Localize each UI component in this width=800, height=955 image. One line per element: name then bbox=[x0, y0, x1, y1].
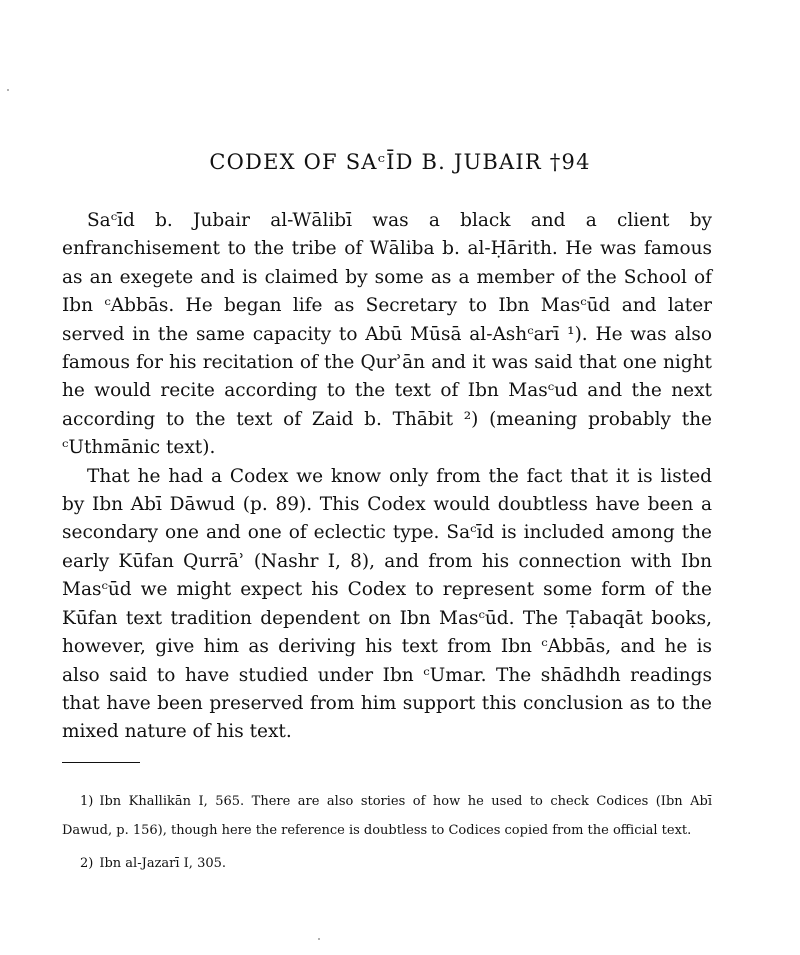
scan-speck bbox=[7, 89, 9, 91]
footnotes bbox=[62, 787, 712, 878]
footnote-1 bbox=[62, 787, 712, 845]
footnote-text: Ibn Khallikān I, 565. There are also stories of how he used to check Codices (Ibn Abī Dawud, p. 156), though here the reference is doubtless to Codices copied from the official text. bbox=[62, 794, 712, 838]
scan-speck bbox=[318, 938, 320, 940]
page-title: CODEX OF SAᶜĪD B. JUBAIR †94 bbox=[209, 150, 591, 174]
footnote-marker: 2) bbox=[80, 856, 94, 871]
paragraph-1: Saᶜīd b. Jubair al-Wālibī was a black and a client by enfranchisement to the tribe of Wāliba b. al-Ḥārith. He was famous as an exegete and is claimed by some as a member of the School of Ibn ᶜAbbās. He began life as Secretary to Ibn Masᶜūd and later served in the same capacity to Abū Mūsā al-Ashᶜarī ¹). He was also famous for his recitation of the Qurʾān and it was said that one night he would recite according to the text of Ibn Masᶜud and the next according to the text of Zaid b. Thābit ²) (meaning probably the ᶜUthmānic text). bbox=[62, 210, 712, 459]
footnote-2 bbox=[62, 849, 712, 878]
body-text bbox=[62, 207, 712, 747]
footnote-divider bbox=[62, 762, 140, 763]
paragraph-2: That he had a Codex we know only from the fact that it is listed by Ibn Abī Dāwud (p. 89). This Codex would doubtless have been a secondary one and one of eclectic type. Saᶜīd is included among the early Kūfan Qurrāʾ (Nashr I, 8), and from his connection with Ibn Masᶜūd we might expect his Codex to represent some form of the Kūfan text tradition dependent on Ibn Masᶜūd. The Ṭabaqāt books, however, give him as deriving his text from Ibn ᶜAbbās, and he is also said to have studied under Ibn ᶜUmar. The shādhdh readings that have been preserved from him support this conclusion as to the mixed nature of his text. bbox=[62, 465, 712, 743]
footnote-text: Ibn al-Jazarī I, 305. bbox=[99, 856, 227, 871]
footnote-marker: 1) bbox=[80, 794, 94, 809]
